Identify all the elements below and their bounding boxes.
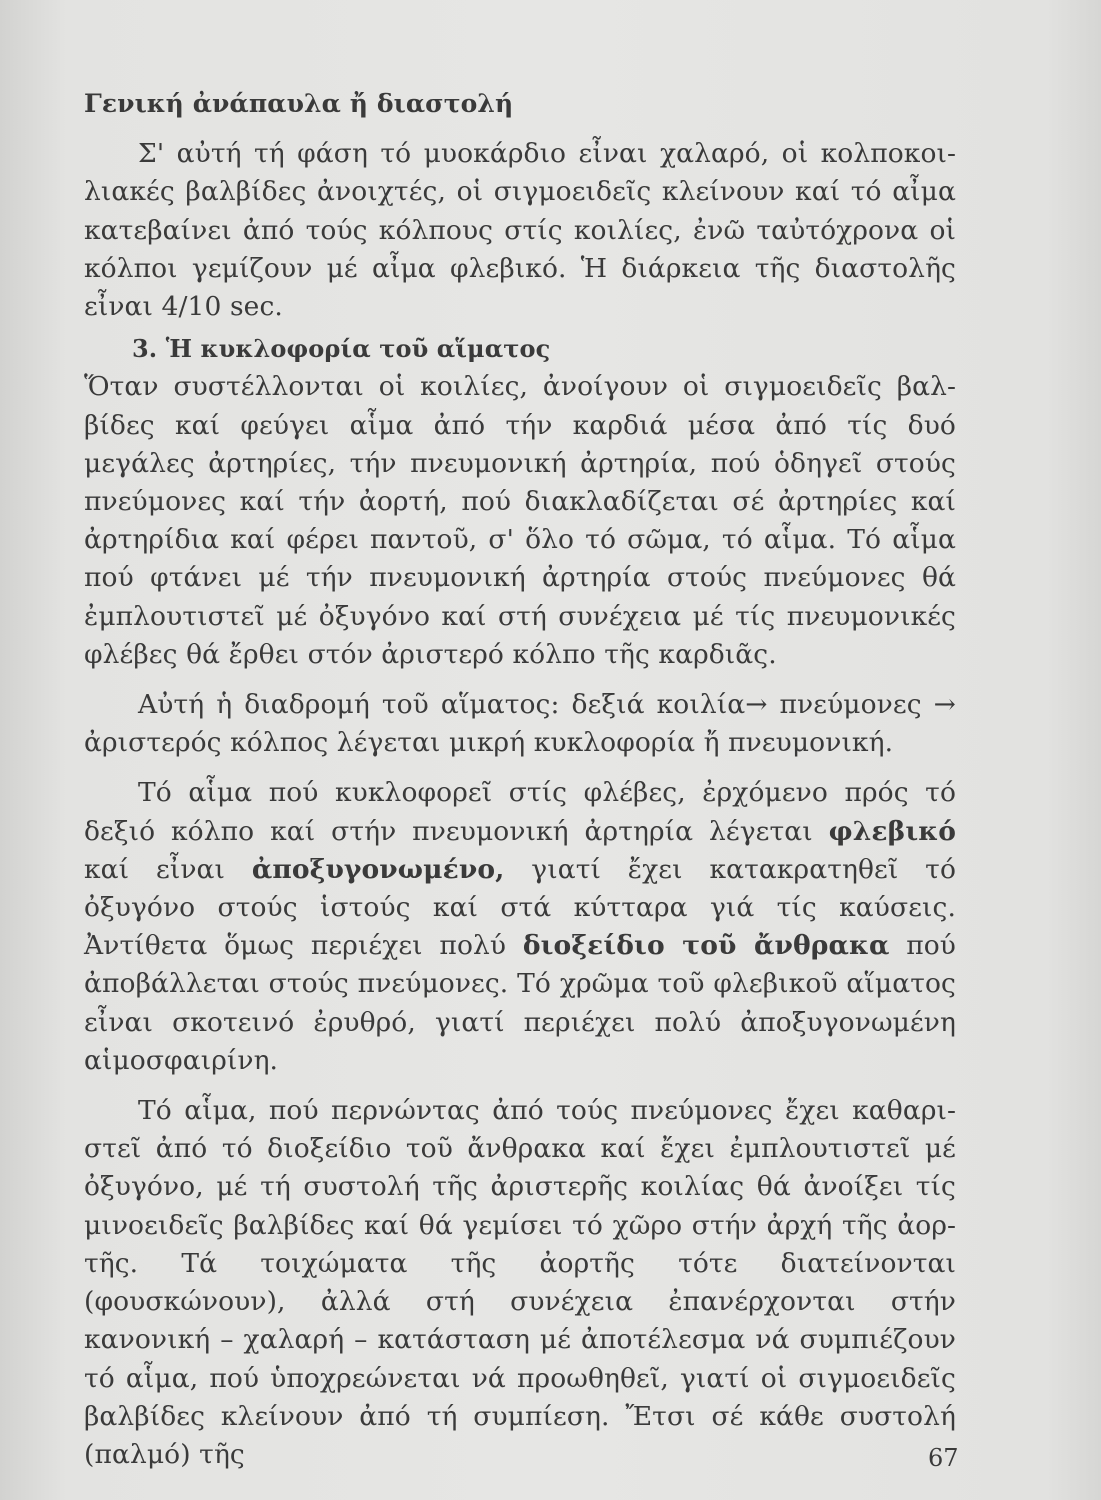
text-run: καί εἶναι (84, 853, 252, 885)
page-content (84, 85, 956, 1474)
spacer (84, 674, 956, 686)
paragraph-circulation-3 (84, 774, 956, 1080)
bold-term-venous: φλεβικό (828, 815, 956, 847)
bold-term-carbon-dioxide: διοξείδιο τοῦ ἄνθρακα (522, 930, 890, 962)
paragraph-circulation-4: Τό αἷμα, πού περνώντας ἀπό τούς πνεύμονες ἔχει καθαριστεῖ ἀπό τό διοξείδιο τοῦ ἄνθρακα καί ἔχει ἐμπλουτιστεῖ μέ ὀξυγόνο, μέ τή συστολή τῆς ἀριστερῆς κοιλίας θά ἀνοίξει τίς μινοειδεῖς βαλβίδες καί θά γεμίσει τό χῶρο στήν ἀρχή τῆς ἀορτῆς. Τά τοιχώματα τῆς ἀορτῆς τότε διατείνονται (φουσκώνουν), ἀλλά στή συνέχεια ἐπανέρχονται στήν κανονική – χαλαρή – κατάσταση μέ ἀποτέλεσμα νά συμπιέζουν τό αἷμα, πού ὑποχρεώνεται νά προωθηθεῖ, γιατί οἱ σιγμοειδεῖς βαλβίδες κλείνουν ἀπό τή συμπίεση. Ἔτσι σέ κάθε συστολή (παλμό) τῆς (84, 1095, 956, 1470)
section-heading-circulation: 3. Ἡ κυκλοφορία τοῦ αἵματος (132, 334, 551, 364)
spacer (84, 1080, 956, 1092)
paragraph-circulation-1: Ὅταν συστέλλονται οἱ κοιλίες, ἀνοίγουν οἱ σιγμοειδεῖς βαλβίδες καί φεύγει αἷμα ἀπό τήν καρδιά μέσα ἀπό τίς δυό μεγάλες ἀρτηρίες, τήν πνευμονική ἀρτηρία, πού ὁδηγεῖ στούς πνεύμονες καί τήν ἀορτή, πού διακλαδίζεται σέ ἀρτηρίες καί ἀρτηρίδια καί φέρει παντοῦ, σ' ὅλο τό σῶμα, τό αἷμα. Τό αἷμα πού φτάνει μέ τήν πνευμονική ἀρτηρία στούς πνεύμονες θά ἐμπλουτιστεῖ μέ ὀξυγόνο καί στή συνέχεια μέ τίς πνευμονικές φλέβες θά ἔρθει στόν ἀριστερό κόλπο τῆς καρδιᾶς. (84, 371, 956, 670)
paragraph-circulation-2: Αὐτή ἡ διαδρομή τοῦ αἵματος: δεξιά κοιλία→ πνεύμονες → ἀριστερός κόλπος λέγεται μικρή κυκλοφορία ἤ πνευμονική. (84, 689, 956, 759)
text-run: γιατί ἔχει κατακρατηθεῖ τό ὀξυγόνο στούς ἱστούς καί στά κύτταρα γιά τίς καύσεις. Ἀντίθετα ὅμως περιέχει πολύ (84, 853, 956, 962)
text-run: Τό αἷμα πού κυκλοφορεῖ στίς φλέβες, ἐρχόμενο πρός τό δεξιό κόλπο καί στήν πνευμονική ἀρτηρία λέγεται (84, 777, 956, 847)
bold-term-deoxygenated: ἀποξυγονωμένο, (251, 853, 505, 885)
section-heading-diastole: Γενική ἀνάπαυλα ἤ διαστολή (84, 89, 514, 118)
paragraph-diastole: Σ' αὐτή τή φάση τό μυοκάρδιο εἶναι χαλαρό, οἱ κολποκοιλιακές βαλβίδες ἀνοιχτές, οἱ σιγμοειδεῖς κλείνουν καί τό αἶμα κατεβαίνει ἀπό τούς κόλπους στίς κοιλίες, ἐνῶ ταὐτόχρονα οἱ κόλποι γεμίζουν μέ αἶμα φλεβικό. Ἡ διάρκεια τῆς διαστολῆς εἶναι 4/10 sec. (84, 138, 956, 323)
page-number: 67 (928, 1444, 959, 1472)
text-run: πού ἀποβάλλεται στούς πνεύμονες. Τό χρῶμα τοῦ φλεβικοῦ αἵματος εἶναι σκοτεινό ἐρυθρό, γιατί περιέχει πολύ ἀποξυγονωμένη αἱμοσφαιρίνη. (84, 930, 956, 1076)
spacer (84, 762, 956, 774)
